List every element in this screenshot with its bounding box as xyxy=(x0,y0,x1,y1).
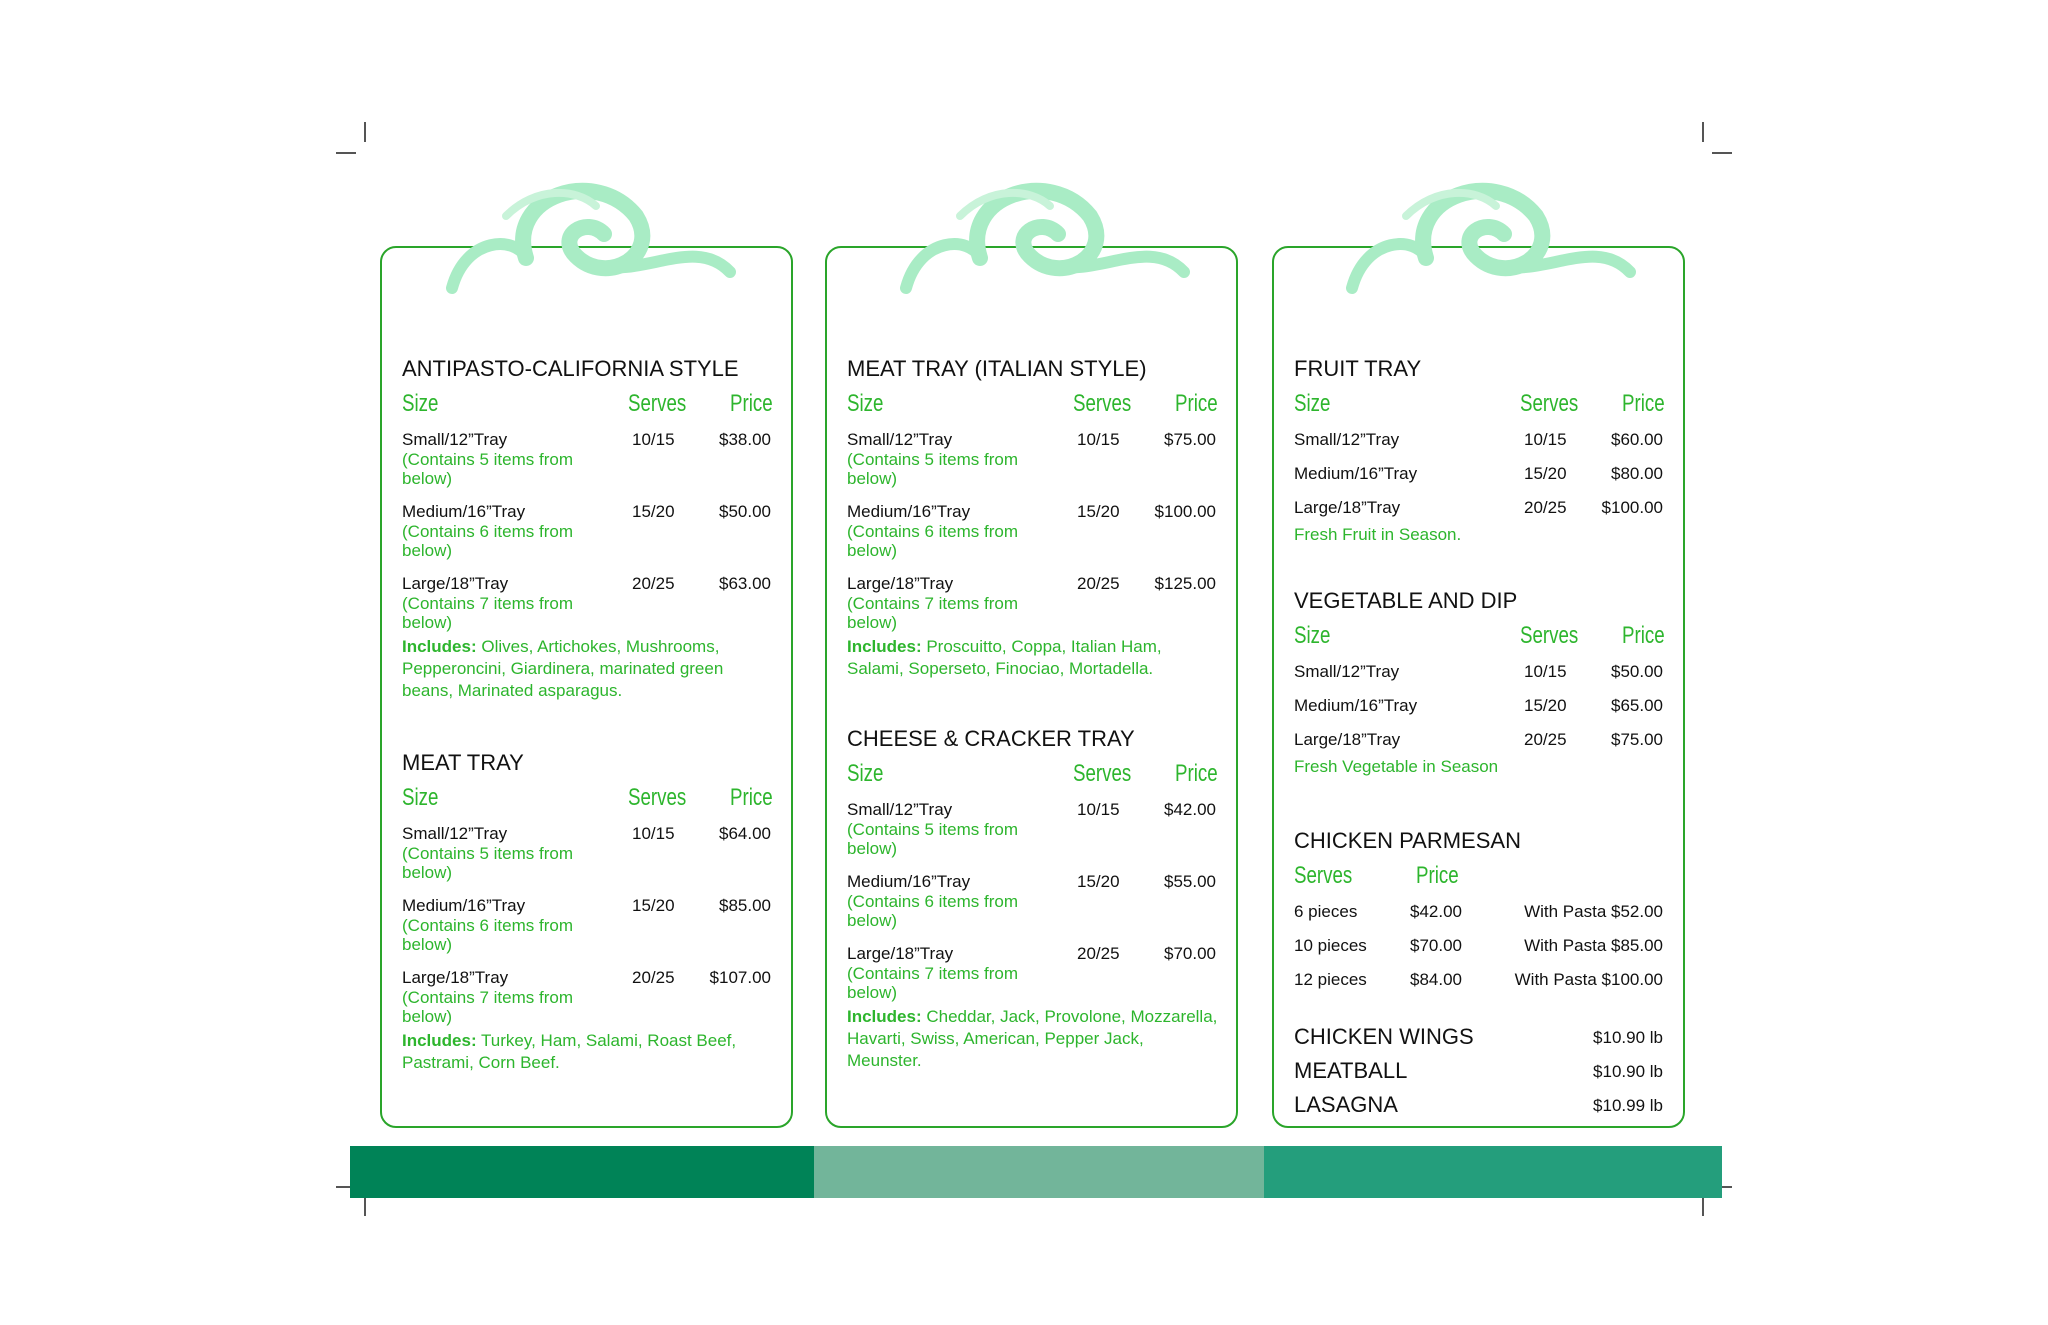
row-size: Medium/16”Tray xyxy=(1294,464,1418,483)
row-serves: 15/20 xyxy=(1077,872,1120,891)
crop-mark xyxy=(336,152,356,154)
row-price: $50.00 xyxy=(1611,662,1663,681)
menu-panel-left xyxy=(380,246,793,1128)
header-price: Price xyxy=(1175,390,1218,417)
row-serves: 15/20 xyxy=(632,502,675,521)
row-price: $80.00 xyxy=(1611,464,1663,483)
header-price: Price xyxy=(1622,390,1665,417)
row-size: Medium/16”Tray xyxy=(1294,696,1418,715)
section-title-meat-tray-italian: MEAT TRAY (ITALIAN STYLE) xyxy=(847,356,1147,381)
row-serves: 12 pieces xyxy=(1294,970,1367,989)
header-serves: Serves xyxy=(1073,760,1132,787)
header-serves: Serves xyxy=(1294,862,1353,889)
row-serves: 20/25 xyxy=(1077,944,1120,963)
item-name: LASAGNA xyxy=(1294,1092,1398,1117)
item-name: CHICKEN WINGS xyxy=(1294,1024,1474,1049)
includes-text: Proscuitto, Coppa, Italian Ham, Salami, Soperseto, Finociao, Mortadella. xyxy=(847,637,1162,678)
row-size: Large/18”Tray xyxy=(402,968,509,987)
row-price: $55.00 xyxy=(1164,872,1216,891)
item-price: $10.90 lb xyxy=(1593,1062,1663,1081)
row-subtext: (Contains 6 items from below) xyxy=(847,892,1018,930)
column-headers xyxy=(1294,390,1663,418)
item-name: MEATBALL xyxy=(1294,1058,1408,1083)
row-price: $42.00 xyxy=(1164,800,1216,819)
includes-label: Includes: xyxy=(847,1007,922,1026)
row-size: Medium/16”Tray xyxy=(402,896,526,915)
row-serves: 10/15 xyxy=(1077,430,1120,449)
row-size: Large/18”Tray xyxy=(1294,730,1401,749)
header-serves: Serves xyxy=(1520,622,1579,649)
row-subtext: (Contains 5 items from below) xyxy=(402,450,573,488)
row-serves: 15/20 xyxy=(632,896,675,915)
row-size: Small/12”Tray xyxy=(402,824,508,843)
row-subtext: (Contains 5 items from below) xyxy=(847,450,1018,488)
header-size: Size xyxy=(1294,622,1331,649)
row-size: Small/12”Tray xyxy=(847,800,953,819)
row-price: $84.00 xyxy=(1410,970,1462,989)
row-serves: 20/25 xyxy=(632,574,675,593)
season-note: Fresh Fruit in Season. xyxy=(1294,525,1462,544)
row-size: Large/18”Tray xyxy=(847,944,954,963)
row-subtext: (Contains 6 items from below) xyxy=(402,522,573,560)
header-size: Size xyxy=(847,760,884,787)
row-serves: 10/15 xyxy=(1077,800,1120,819)
row-price: $50.00 xyxy=(719,502,771,521)
row-size: Small/12”Tray xyxy=(1294,430,1400,449)
color-band-1 xyxy=(350,1146,814,1198)
column-headers xyxy=(847,390,1216,418)
row-price: $107.00 xyxy=(709,968,771,987)
column-headers xyxy=(402,784,771,812)
row-serves: 6 pieces xyxy=(1294,902,1358,921)
row-subtext: (Contains 6 items from below) xyxy=(402,916,573,954)
crop-mark xyxy=(1712,152,1732,154)
row-size: Large/18”Tray xyxy=(847,574,954,593)
includes-label: Includes: xyxy=(402,637,477,656)
column-headers xyxy=(402,390,771,418)
color-band-3 xyxy=(1264,1146,1722,1198)
crop-mark xyxy=(1702,122,1704,142)
crop-mark xyxy=(1702,1196,1704,1216)
row-serves: 15/20 xyxy=(1524,696,1567,715)
row-size: Medium/16”Tray xyxy=(402,502,526,521)
row-price: $63.00 xyxy=(719,574,771,593)
row-serves: 20/25 xyxy=(1077,574,1120,593)
header-serves: Serves xyxy=(1073,390,1132,417)
section-title-meat-tray: MEAT TRAY xyxy=(402,750,524,775)
row-subtext: (Contains 7 items from below) xyxy=(847,964,1018,1002)
row-serves: 10 pieces xyxy=(1294,936,1367,955)
includes-text: Cheddar, Jack, Provolone, Mozzarella, Havarti, Swiss, American, Pepper Jack, Meunster. xyxy=(847,1007,1218,1070)
swirl-ornament-center xyxy=(900,176,1190,306)
section-title-antipasto: ANTIPASTO-CALIFORNIA STYLE xyxy=(402,356,739,381)
includes-label: Includes: xyxy=(847,637,922,656)
row-pasta-price: With Pasta $85.00 xyxy=(1524,936,1663,955)
row-subtext: (Contains 5 items from below) xyxy=(847,820,1018,858)
item-price: $10.99 lb xyxy=(1593,1096,1663,1115)
row-price: $70.00 xyxy=(1164,944,1216,963)
column-headers xyxy=(847,760,1216,788)
row-price: $125.00 xyxy=(1154,574,1216,593)
row-pasta-price: With Pasta $52.00 xyxy=(1524,902,1663,921)
row-price: $65.00 xyxy=(1611,696,1663,715)
header-size: Size xyxy=(402,784,439,811)
row-subtext: (Contains 5 items from below) xyxy=(402,844,573,882)
menu-panel-right xyxy=(1272,246,1685,1128)
row-price: $60.00 xyxy=(1611,430,1663,449)
includes-text: Turkey, Ham, Salami, Roast Beef, Pastrami, Corn Beef. xyxy=(402,1031,737,1072)
row-size: Medium/16”Tray xyxy=(847,872,971,891)
row-price: $38.00 xyxy=(719,430,771,449)
row-price: $75.00 xyxy=(1611,730,1663,749)
row-size: Large/18”Tray xyxy=(1294,498,1401,517)
swirl-ornament-left xyxy=(446,176,736,306)
section-title-chicken-parmesan: CHICKEN PARMESAN xyxy=(1294,828,1521,853)
row-subtext: (Contains 7 items from below) xyxy=(402,988,573,1026)
header-size: Size xyxy=(402,390,439,417)
header-price: Price xyxy=(1175,760,1218,787)
row-price: $70.00 xyxy=(1410,936,1462,955)
row-size: Small/12”Tray xyxy=(1294,662,1400,681)
section-title-vegetable-dip: VEGETABLE AND DIP xyxy=(1294,588,1518,613)
header-size: Size xyxy=(1294,390,1331,417)
row-serves: 20/25 xyxy=(1524,730,1567,749)
header-price: Price xyxy=(730,784,773,811)
includes-label: Includes: xyxy=(402,1031,477,1050)
row-price: $100.00 xyxy=(1601,498,1663,517)
row-price: $75.00 xyxy=(1164,430,1216,449)
row-serves: 10/15 xyxy=(1524,662,1567,681)
header-price: Price xyxy=(730,390,773,417)
includes-note xyxy=(847,636,1207,680)
includes-note xyxy=(402,636,762,702)
row-serves: 10/15 xyxy=(632,824,675,843)
row-size: Small/12”Tray xyxy=(847,430,953,449)
header-serves: Serves xyxy=(628,784,687,811)
menu-panel-center xyxy=(825,246,1238,1128)
includes-note xyxy=(847,1006,1222,1072)
section-title-fruit-tray: FRUIT TRAY xyxy=(1294,356,1422,381)
row-price: $64.00 xyxy=(719,824,771,843)
row-size: Large/18”Tray xyxy=(402,574,509,593)
row-serves: 15/20 xyxy=(1077,502,1120,521)
row-serves: 15/20 xyxy=(1524,464,1567,483)
header-serves: Serves xyxy=(628,390,687,417)
swirl-ornament-right xyxy=(1346,176,1636,306)
row-price: $85.00 xyxy=(719,896,771,915)
column-headers xyxy=(1294,862,1663,890)
row-size: Medium/16”Tray xyxy=(847,502,971,521)
row-size: Small/12”Tray xyxy=(402,430,508,449)
color-band-2 xyxy=(814,1146,1264,1198)
includes-text: Olives, Artichokes, Mushrooms, Pepperoncini, Giardinera, marinated green beans, Marinated asparagus. xyxy=(402,637,724,700)
row-serves: 10/15 xyxy=(632,430,675,449)
column-headers xyxy=(1294,622,1663,650)
section-title-cheese-cracker: CHEESE & CRACKER TRAY xyxy=(847,726,1135,751)
row-pasta-price: With Pasta $100.00 xyxy=(1514,970,1663,989)
header-price: Price xyxy=(1622,622,1665,649)
header-serves: Serves xyxy=(1520,390,1579,417)
item-price: $10.90 lb xyxy=(1593,1028,1663,1047)
row-price: $100.00 xyxy=(1154,502,1216,521)
row-serves: 20/25 xyxy=(1524,498,1567,517)
row-subtext: (Contains 7 items from below) xyxy=(847,594,1018,632)
season-note: Fresh Vegetable in Season xyxy=(1294,757,1499,776)
row-subtext: (Contains 7 items from below) xyxy=(402,594,573,632)
header-price: Price xyxy=(1416,862,1459,889)
row-subtext: (Contains 6 items from below) xyxy=(847,522,1018,560)
crop-mark xyxy=(364,1196,366,1216)
row-price: $42.00 xyxy=(1410,902,1462,921)
row-serves: 10/15 xyxy=(1524,430,1567,449)
row-serves: 20/25 xyxy=(632,968,675,987)
includes-note xyxy=(402,1030,762,1074)
crop-mark xyxy=(364,122,366,142)
header-size: Size xyxy=(847,390,884,417)
